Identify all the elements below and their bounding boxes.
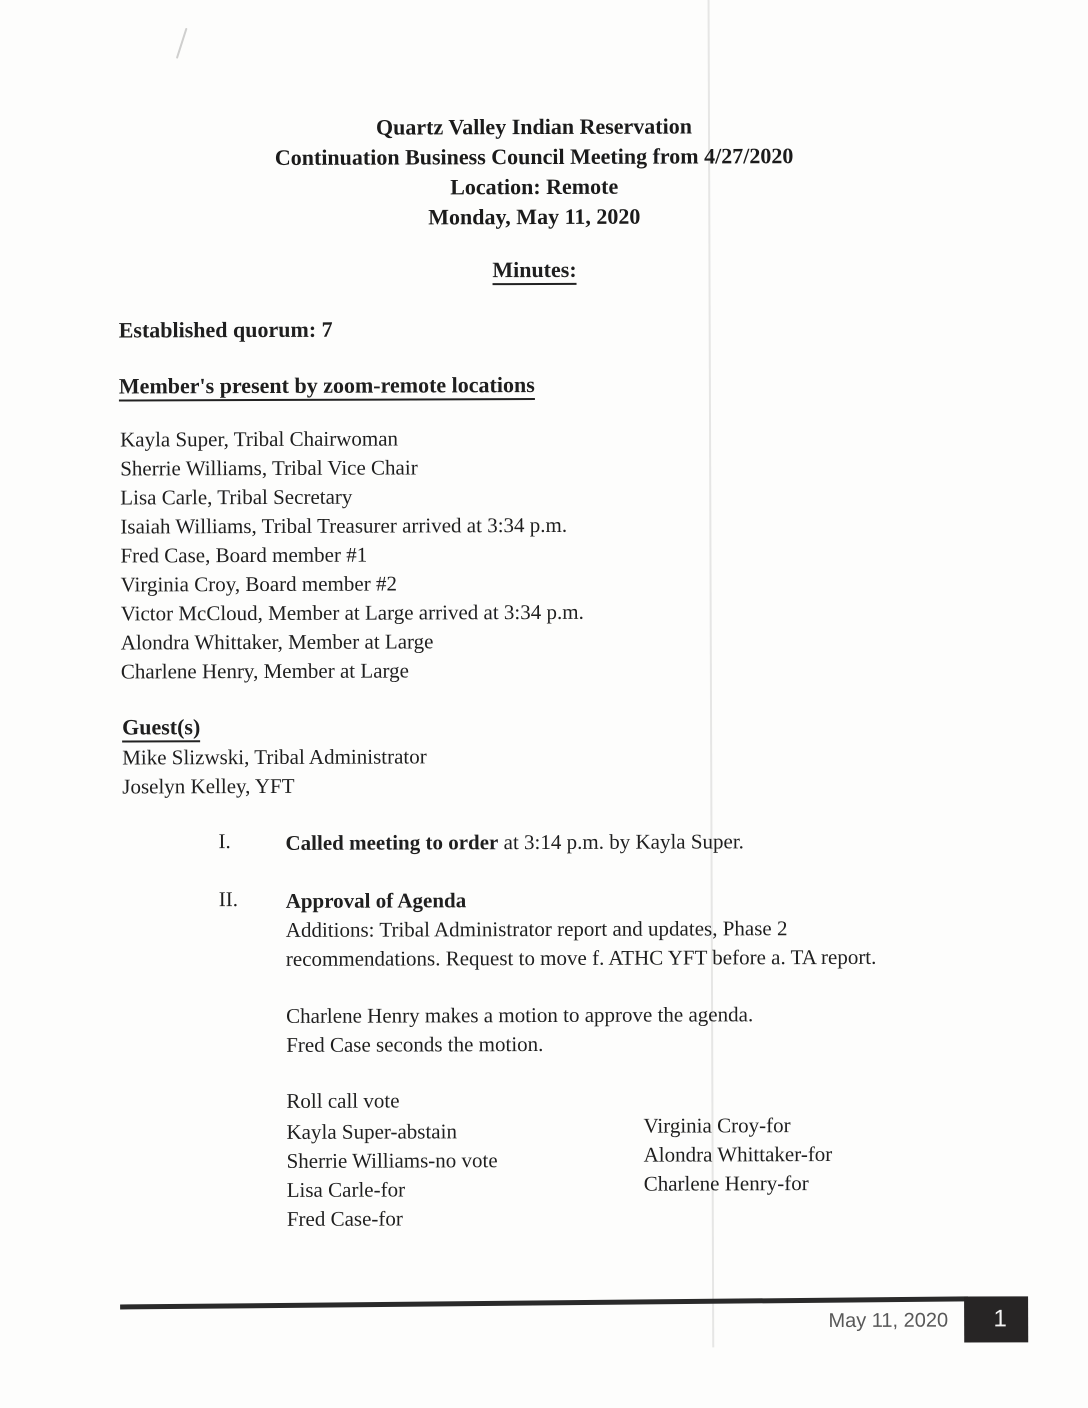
footer-date: May 11, 2020: [828, 1309, 949, 1333]
footer-rule-bar: [120, 1296, 968, 1309]
vote-line: Charlene Henry-for: [643, 1171, 809, 1196]
title-block: [0, 110, 1070, 234]
item-1-title: Called meeting to order: [285, 830, 499, 855]
title-line-date: Monday, May 11, 2020: [428, 203, 641, 230]
guests-list: [122, 742, 427, 801]
vote-line: Kayla Super-abstain: [286, 1119, 457, 1144]
vote-line: Sherrie Williams-no vote: [286, 1148, 498, 1173]
motion-line: Fred Case seconds the motion.: [286, 1032, 544, 1057]
member-line: Fred Case, Board member #1: [120, 542, 368, 568]
footer-page-number: 1: [993, 1305, 1007, 1333]
member-line: Charlene Henry, Member at Large: [120, 658, 409, 684]
item-2-number: II.: [218, 887, 238, 912]
footer-page-number-box: [964, 1296, 1028, 1342]
members-heading-row: [119, 372, 535, 399]
minutes-heading-row: [0, 255, 1071, 285]
guest-line: Joselyn Kelley, YFT: [122, 773, 295, 799]
members-list: [120, 424, 584, 687]
item-1-text: at 3:14 p.m. by Kayla Super.: [498, 829, 744, 855]
motion-line: Charlene Henry makes a motion to approve the agenda.: [286, 1002, 754, 1028]
item-1-number: I.: [218, 829, 231, 854]
item-2-title: Approval of Agenda: [285, 888, 467, 913]
member-line: Kayla Super, Tribal Chairwoman: [120, 426, 399, 452]
member-line: Lisa Carle, Tribal Secretary: [120, 484, 353, 510]
roll-call-left-column: [286, 1117, 497, 1234]
minutes-heading: Minutes:: [492, 257, 576, 285]
quorum-line: Established quorum: 7: [118, 316, 333, 343]
guest-line: Mike Slizwski, Tribal Administrator: [122, 744, 427, 770]
vote-line: Alondra Whittaker-for: [643, 1141, 833, 1167]
guests-heading-row: [122, 714, 200, 740]
motion-paragraph: [286, 1000, 753, 1060]
vote-line: Fred Case-for: [286, 1206, 403, 1231]
roll-call-right-column: [643, 1111, 832, 1199]
member-line: Alondra Whittaker, Member at Large: [120, 629, 434, 655]
member-line: Isaiah Williams, Tribal Treasurer arrived at 3:34 p.m.: [120, 512, 568, 539]
item-1-body: [285, 827, 744, 858]
roll-call-label: Roll call vote: [286, 1088, 400, 1113]
scan-scratch-mark: [176, 28, 188, 59]
item-2-body: [286, 885, 877, 974]
vote-line: Virginia Croy-for: [643, 1113, 791, 1138]
vote-line: Lisa Carle-for: [286, 1177, 406, 1202]
item-2-additions-line: Additions: Tribal Administrator report and updates, Phase 2: [285, 916, 788, 942]
title-line-org: Quartz Valley Indian Reservation: [375, 113, 693, 140]
members-heading: Member's present by zoom-remote locations: [119, 372, 535, 401]
guests-heading: Guest(s): [122, 714, 200, 742]
member-line: Sherrie Williams, Tribal Vice Chair: [120, 455, 418, 481]
member-line: Virginia Croy, Board member #2: [120, 571, 397, 597]
item-2-additions-line: recommendations. Request to move f. ATHC YFT before a. TA report.: [285, 944, 877, 971]
member-line: Victor McCloud, Member at Large arrived at 3:34 p.m.: [120, 599, 584, 626]
title-line-meeting: Continuation Business Council Meeting from 4/27/2020: [274, 143, 794, 170]
title-line-location: Location: Remote: [450, 173, 619, 200]
